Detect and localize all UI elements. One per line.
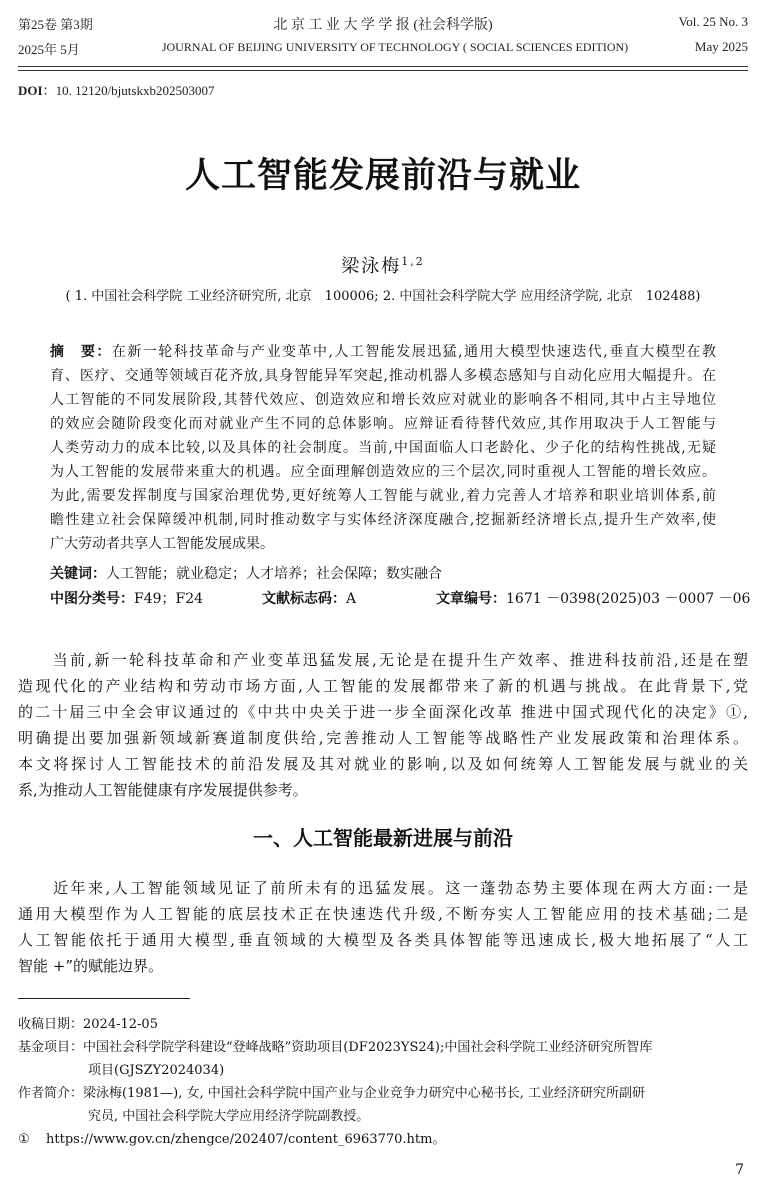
volume-issue-en: Vol. 25 No. 3 (678, 14, 748, 29)
document-code: 文献标志码：A (262, 591, 357, 607)
body-line: 本文将探讨人工智能技术的前沿发展及其对就业的影响,以及如何统筹人工智能发展与就业的关 (18, 755, 748, 773)
footnote-rule (18, 998, 190, 999)
abstract-line: 瞻性建立社会保障缓冲机制,同时推动数字与实体经济深度融合,挖掘新经济增长点,提升生产效率,使 (50, 512, 716, 528)
abstract-line: 人类劳动力的成本比较,以及具体的社会制度。当前,中国面临人口老龄化、少子化的结构性挑战,无疑 (50, 440, 716, 456)
volume-issue-cn: 第25卷 第3期 (18, 17, 93, 32)
author-affiliation-sup: 1,2 (401, 255, 425, 268)
author (0, 252, 766, 278)
abstract-line: 为此,需要发挥制度与国家治理优势,更好统筹人工智能与就业,着力完善人才培养和职业培训体系,前 (50, 488, 716, 504)
author-name: 梁泳梅 (341, 256, 402, 277)
fund-info: 基金项目：中国社会科学院学科建设“登峰战略”资助项目(DF2023YS24);中国社会科学院工业经济研究所智库 (18, 1040, 653, 1055)
body-line: 当前,新一轮科技革命和产业变革迅猛发展,无论是在提升生产效率、推进科技前沿,还是在塑 (18, 651, 748, 669)
abstract-line: 为人工智能的发展带来重大的机遇。应全面理解创造效应的三个层次,同时重视人工智能的增长效应。 (50, 464, 716, 480)
abstract-line: 育、医疗、交通等领域百花齐放,具身智能异军突起,推动机器人多模态感知与自动化应用大幅提升。在 (50, 368, 716, 384)
body-line: 近年来,人工智能领域见证了前所未有的迅猛发展。这一蓬勃态势主要体现在两大方面:一是 (18, 879, 748, 897)
journal-title-cn: 北 京 工 业 大 学 学 报 (社会科学版) (273, 18, 493, 33)
fund-info-cont: 项目(GJSZY2024034) (88, 1063, 225, 1078)
body-line: 系,为推动人工智能健康有序发展提供参考。 (18, 781, 308, 799)
abstract-line: 广大劳动者共享人工智能发展成果。 (50, 536, 274, 552)
abstract-line: 的效应会随阶段变化而对就业产生不同的总体影响。应辩证看待替代效应,其作用取决于人工智能与 (50, 416, 716, 432)
footnotes (18, 1013, 748, 1151)
header-rule (18, 70, 748, 71)
author-bio-cont: 究员, 中国社会科学院大学应用经济学院副教授。 (88, 1109, 370, 1124)
abstract (50, 340, 716, 556)
body-line: 造现代化的产业结构和劳动市场方面,人工智能的发展都带来了新的机遇与挑战。在此背景下,党 (18, 677, 748, 695)
abstract-line: 摘 要：在新一轮科技革命与产业变革中,人工智能发展迅猛,通用大模型快速迭代,垂直大模型在教 (50, 344, 717, 360)
paper-title: 人工智能发展前沿与就业 (184, 155, 581, 196)
classification: 中图分类号：F49；F24 (50, 591, 204, 607)
date-en: May 2025 (694, 39, 748, 54)
article-number: 文章编号：1671 －0398(2025)03 －0007 －06 (436, 591, 751, 607)
affiliation: ( 1. 中国社会科学院 工业经济研究所, 北京 100006; 2. 中国社会科学院大学 应用经济学院, 北京 102488) (65, 289, 701, 304)
body-line: 人工智能依托于通用大模型,垂直领域的大模型及各类具体智能等迅速成长,极大地拓展了“人工 (18, 931, 748, 949)
page-number: 7 (735, 1162, 744, 1178)
journal-title-en: JOURNAL OF BEIJING UNIVERSITY OF TECHNOLOGY ( SOCIAL SCIENCES EDITION) (161, 40, 629, 54)
body-line: 通用大模型作为人工智能的底层技术正在快速迭代升级,不断夯实人工智能应用的技术基础;二是 (18, 905, 748, 923)
author-bio: 作者简介：梁泳梅(1981—), 女, 中国社会科学院中国产业与企业竞争力研究中心秘书长, 工业经济研究所副研 (18, 1086, 646, 1101)
section-paragraph (18, 875, 748, 979)
doi (18, 80, 214, 99)
keywords-value: 人工智能；就业稳定；人才培养；社会保障；数实融合 (106, 566, 442, 582)
abstract-line: 人工智能的不同发展阶段,其替代效应、创造效应和增长效应对就业的影响各不相同,其中占主导地位 (50, 392, 716, 408)
body-line: 智能 +”的赋能边界。 (18, 957, 164, 975)
date-cn: 2025年 5月 (18, 42, 80, 57)
received-date: 收稿日期：2024-12-05 (18, 1017, 158, 1032)
footnote-link[interactable]: https://www.gov.cn/zhengce/202407/content_6963770.htm。 (46, 1132, 446, 1147)
abstract-label: 摘 要： (50, 344, 112, 360)
body-line: 的二十届三中全会审议通过的《中共中央关于进一步全面深化改革 推进中国式现代化的决定》①, (18, 703, 748, 721)
doi-label: DOI (18, 83, 43, 98)
intro-paragraph (18, 647, 748, 803)
header-rule (18, 66, 748, 67)
doi-value[interactable]: ：10. 12120/bjutskxb202503007 (42, 83, 215, 98)
section-heading: 一、人工智能最新进展与前沿 (253, 826, 513, 850)
footnote-1: ① https://www.gov.cn/zhengce/202407/content_6963770.htm。 (18, 1132, 446, 1147)
keywords: 关键词：人工智能；就业稳定；人才培养；社会保障；数实融合 (50, 566, 442, 582)
body-line: 明确提出要加强新领域新赛道制度供给,完善推动人工智能等战略性产业发展政策和治理体系。 (18, 729, 748, 747)
